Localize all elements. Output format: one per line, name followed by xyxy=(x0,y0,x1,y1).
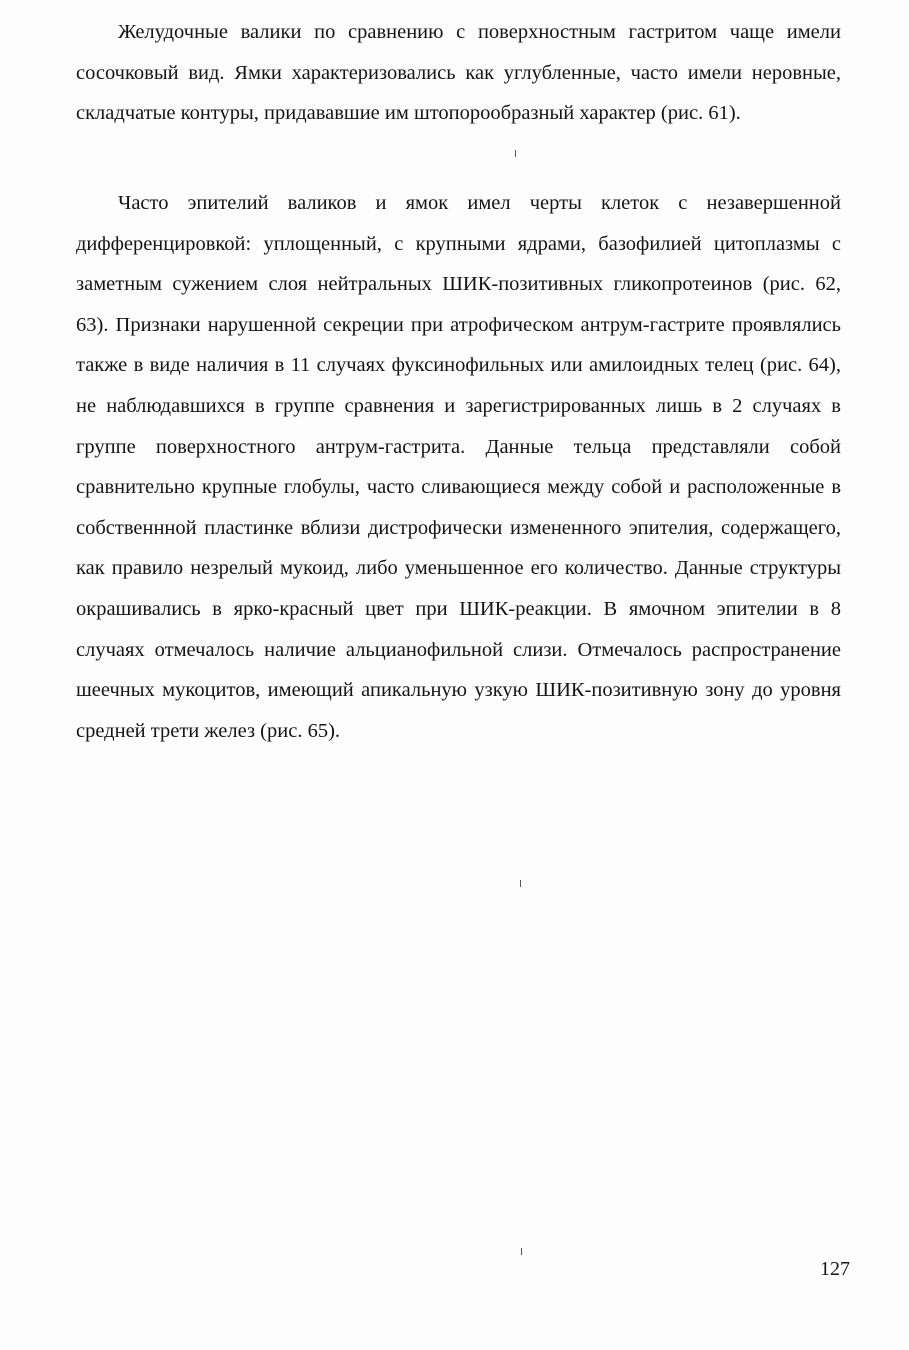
scan-speck xyxy=(520,880,521,887)
scan-speck xyxy=(515,150,516,157)
paragraph-1: Желудочные валики по сравнению с поверхностным гастритом чаще имели сосочковый вид. Ямки характеризовались как углубленные, часто имели неровные, складчатые контуры, придававшие им штопорообразный характер (рис. 61). xyxy=(76,21,841,125)
page-number: 127 xyxy=(820,1258,850,1280)
scan-speck xyxy=(521,1248,522,1255)
paragraph-2: Часто эпителий валиков и ямок имел черты клеток с незавершенной дифференцировкой: уплощенный, с крупными ядрами, базофилией цитоплазмы с заметным сужением слоя нейтральных ШИК-позитивных гликопротеинов (рис. 62, 63). Признаки нарушенной секреции при атрофическом антрум-гастрите проявлялись также в виде наличия в 11 случаях фуксинофильных или амилоидных телец (рис. 64), не наблюдавшихся в группе сравнения и зарегистрированных лишь в 2 случаях в группе поверхностного антрум-гастрита. Данные тельца представляли собой сравнительно крупные глобулы, часто сливающиеся между собой и расположенные в собственнной пластинке вблизи дистрофически измененного эпителия, содержащего, как правило незрелый мукоид, либо уменьшенное его количество. Данные структуры окрашивались в ярко-красный цвет при ШИК-реакции. В ямочном эпителии в 8 случаях отмечалось наличие альцианофильной слизи. Отмечалось распространение шеечных мукоцитов, имеющий апикальную узкую ШИК-позитивную зону до уровня средней трети желез (рис. 65). xyxy=(76,192,841,742)
